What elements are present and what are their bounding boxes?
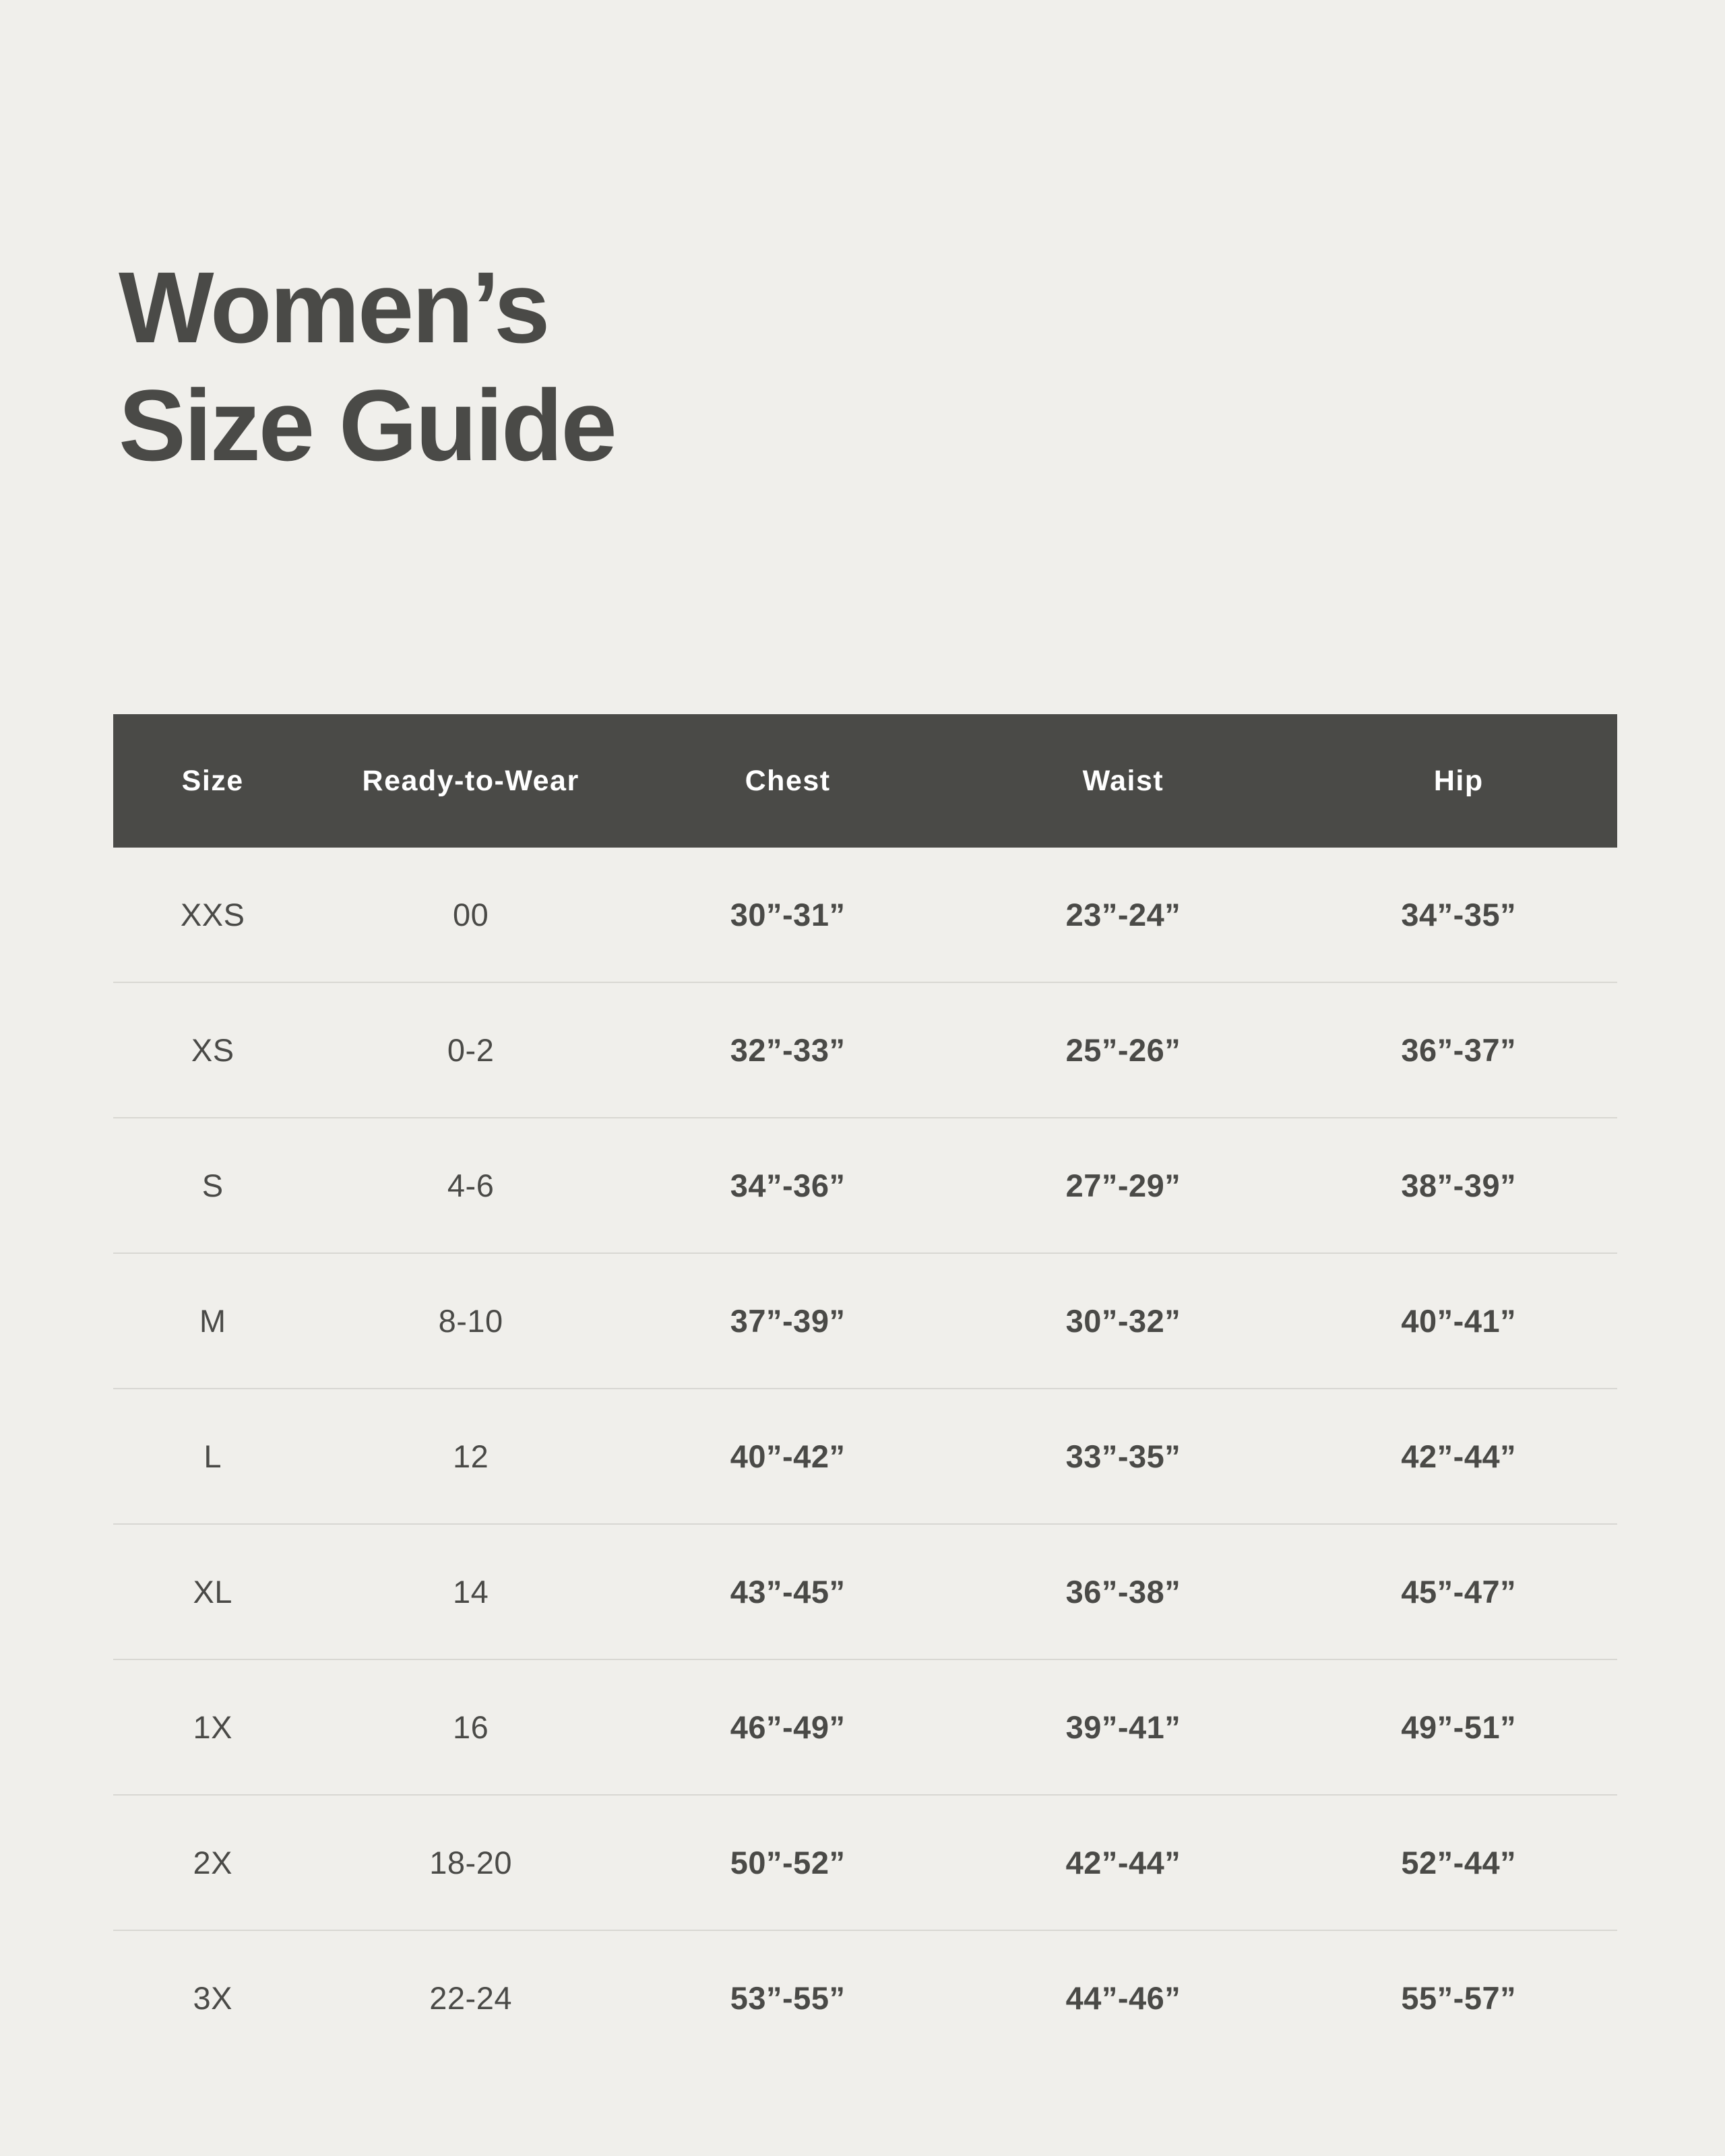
size-table-container	[113, 714, 1617, 2065]
page-title	[119, 249, 1197, 485]
table-row	[113, 1389, 1617, 1524]
column-header-waist: Waist	[946, 714, 1300, 848]
column-header-chest: Chest	[629, 714, 946, 848]
cell-chest: 50”-52”	[629, 1795, 946, 1930]
size-table	[113, 714, 1617, 2065]
cell-waist: 33”-35”	[946, 1389, 1300, 1524]
cell-ready-to-wear: 4-6	[312, 1118, 629, 1253]
cell-hip: 38”-39”	[1300, 1118, 1617, 1253]
cell-chest: 32”-33”	[629, 982, 946, 1118]
cell-ready-to-wear: 0-2	[312, 982, 629, 1118]
cell-chest: 30”-31”	[629, 848, 946, 982]
cell-ready-to-wear: 14	[312, 1524, 629, 1659]
cell-ready-to-wear: 8-10	[312, 1253, 629, 1389]
table-header-row	[113, 714, 1617, 848]
cell-hip: 42”-44”	[1300, 1389, 1617, 1524]
cell-size: XXS	[113, 848, 312, 982]
cell-ready-to-wear: 22-24	[429, 1980, 512, 2016]
cell-chest: 40”-42”	[629, 1389, 946, 1524]
cell-chest: 34”-36”	[629, 1118, 946, 1253]
size-table-header	[113, 714, 1617, 848]
cell-size: 1X	[113, 1659, 312, 1795]
cell-waist: 23”-24”	[946, 848, 1300, 982]
table-row	[113, 1118, 1617, 1253]
table-row	[113, 1930, 1617, 2065]
cell-hip: 36”-37”	[1300, 982, 1617, 1118]
column-header-ready-to-wear: Ready-to-Wear	[312, 714, 629, 848]
table-row	[113, 982, 1617, 1118]
page-title-line-2: Size Guide	[119, 369, 615, 482]
cell-chest: 46”-49”	[629, 1659, 946, 1795]
table-row	[113, 1795, 1617, 1930]
column-header-hip: Hip	[1300, 714, 1617, 848]
cell-ready-to-wear: 18-20	[312, 1795, 629, 1930]
cell-hip: 55”-57”	[1401, 1980, 1517, 2016]
cell-waist: 44”-46”	[1065, 1980, 1181, 2016]
cell-hip: 52”-44”	[1300, 1795, 1617, 1930]
cell-size: 3X	[193, 1980, 232, 2016]
cell-ready-to-wear: 00	[312, 848, 629, 982]
cell-size: 2X	[113, 1795, 312, 1930]
cell-waist: 36”-38”	[946, 1524, 1300, 1659]
cell-size: S	[113, 1118, 312, 1253]
column-header-size: Size	[113, 714, 312, 848]
cell-hip: 49”-51”	[1300, 1659, 1617, 1795]
size-table-body	[113, 848, 1617, 2065]
cell-chest: 53”-55”	[730, 1980, 846, 2016]
cell-waist: 27”-29”	[946, 1118, 1300, 1253]
cell-size: XS	[113, 982, 312, 1118]
table-row	[113, 1659, 1617, 1795]
cell-size: XL	[113, 1524, 312, 1659]
page-title-line-1: Women’s	[119, 250, 548, 364]
cell-waist: 42”-44”	[946, 1795, 1300, 1930]
cell-ready-to-wear: 12	[312, 1389, 629, 1524]
cell-chest: 43”-45”	[629, 1524, 946, 1659]
cell-waist: 25”-26”	[946, 982, 1300, 1118]
cell-hip: 34”-35”	[1300, 848, 1617, 982]
table-row	[113, 848, 1617, 982]
cell-hip: 45”-47”	[1300, 1524, 1617, 1659]
cell-waist: 39”-41”	[946, 1659, 1300, 1795]
table-row	[113, 1253, 1617, 1389]
cell-ready-to-wear: 16	[312, 1659, 629, 1795]
cell-size: M	[113, 1253, 312, 1389]
cell-size: L	[113, 1389, 312, 1524]
table-row	[113, 1524, 1617, 1659]
cell-hip: 40”-41”	[1300, 1253, 1617, 1389]
cell-waist: 30”-32”	[946, 1253, 1300, 1389]
cell-chest: 37”-39”	[629, 1253, 946, 1389]
